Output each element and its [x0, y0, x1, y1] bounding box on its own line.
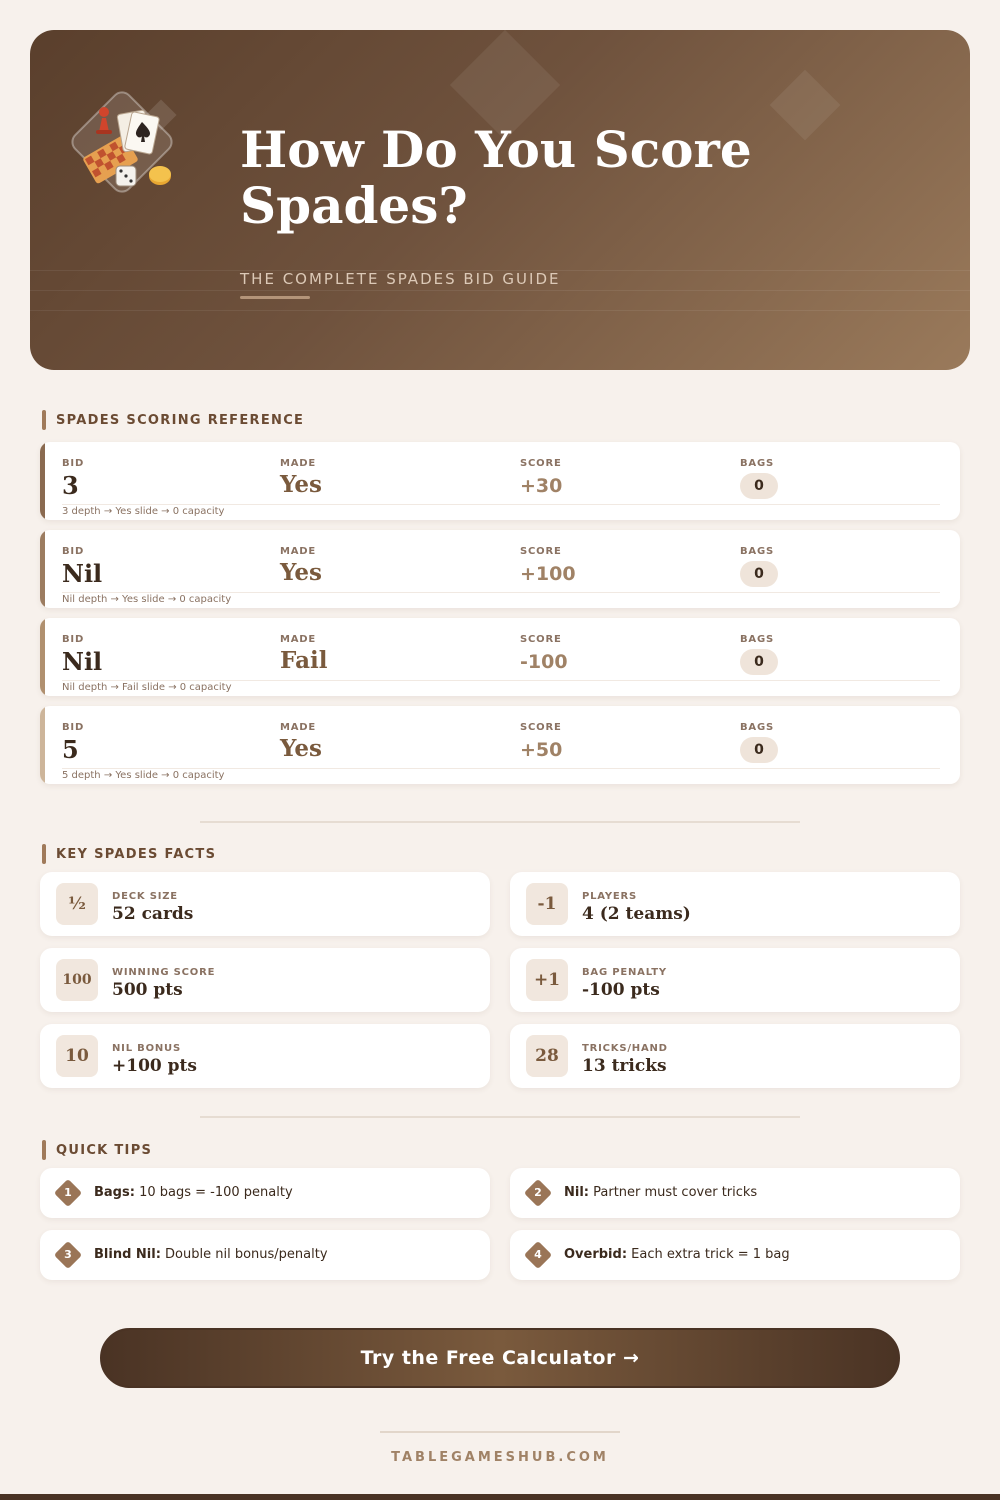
- footer-divider: [380, 1431, 620, 1433]
- bid-cell: [62, 458, 84, 500]
- fact-badge: +1: [526, 959, 568, 1001]
- bid-label: BID: [62, 546, 85, 557]
- score-row: [40, 706, 960, 784]
- tip-card: [510, 1168, 960, 1218]
- page-title: How Do You Score Spades?: [240, 120, 752, 235]
- score-value: +30: [520, 475, 563, 497]
- fact-value: 4 (2 teams): [582, 904, 691, 924]
- score-cell: [520, 458, 562, 497]
- bags-badge: 0: [740, 561, 778, 587]
- made-cell: [280, 458, 322, 498]
- tip-title: Blind Nil:: [94, 1247, 161, 1262]
- bags-cell: [740, 634, 778, 675]
- bid-cell: [62, 634, 102, 676]
- bags-cell: [740, 546, 778, 587]
- row-divider: [62, 592, 940, 593]
- bags-cell: [740, 458, 778, 499]
- made-value: Yes: [280, 559, 323, 586]
- bid-value: 3: [62, 471, 79, 500]
- tip-body: Partner must cover tricks: [593, 1185, 758, 1200]
- fact-value: 52 cards: [112, 904, 194, 924]
- bid-value: Nil: [62, 647, 103, 676]
- fact-card: [510, 948, 960, 1012]
- tip-number-diamond: [524, 1241, 552, 1269]
- made-value: Yes: [280, 735, 323, 762]
- tip-card: [510, 1230, 960, 1280]
- bottom-bar: [0, 1494, 1000, 1500]
- board-games-icon: [62, 82, 182, 202]
- tip-text: [94, 1185, 293, 1200]
- heading-accent-bar: [42, 1140, 46, 1160]
- fact-badge: 10: [56, 1035, 98, 1077]
- page-subtitle: THE COMPLETE SPADES BID GUIDE: [240, 270, 561, 288]
- made-cell: [280, 634, 327, 674]
- fact-label: BAG PENALTY: [582, 967, 667, 978]
- tips-section-heading: [42, 1140, 152, 1160]
- section-divider: [200, 1116, 800, 1118]
- free-calculator-button[interactable]: Try the Free Calculator →: [100, 1328, 900, 1388]
- made-value: Fail: [280, 647, 328, 674]
- tip-card: [40, 1168, 490, 1218]
- tip-number: 4: [534, 1248, 542, 1261]
- tip-title: Nil:: [564, 1185, 589, 1200]
- tip-card: [40, 1230, 490, 1280]
- bags-label: BAGS: [740, 634, 774, 645]
- bags-badge: 0: [740, 737, 778, 763]
- fact-value: 13 tricks: [582, 1056, 667, 1076]
- fact-label: WINNING SCORE: [112, 967, 216, 978]
- fact-card: [510, 1024, 960, 1088]
- heading-accent-bar: [42, 410, 46, 430]
- score-value: +50: [520, 739, 563, 761]
- row-divider: [62, 504, 940, 505]
- fact-badge: ½: [56, 883, 98, 925]
- score-cell: [520, 546, 576, 585]
- score-row: [40, 442, 960, 520]
- score-cell: [520, 722, 562, 761]
- tip-number: 3: [64, 1248, 72, 1261]
- bid-value: 5: [62, 735, 79, 764]
- fact-card: [40, 1024, 490, 1088]
- score-value: -100: [520, 651, 568, 673]
- score-label: SCORE: [520, 722, 562, 733]
- tip-text: [94, 1247, 328, 1262]
- section-title: QUICK TIPS: [56, 1142, 153, 1158]
- scoring-section-heading: [42, 410, 304, 430]
- tip-number: 1: [64, 1186, 72, 1199]
- row-note: Nil depth → Fail slide → 0 capacity: [62, 682, 232, 693]
- tip-title: Bags:: [94, 1185, 135, 1200]
- bags-label: BAGS: [740, 458, 774, 469]
- made-cell: [280, 546, 322, 586]
- bags-cell: [740, 722, 778, 763]
- tip-body: 10 bags = -100 penalty: [139, 1185, 293, 1200]
- fact-badge: 28: [526, 1035, 568, 1077]
- footer-site-link[interactable]: TABLEGAMESHUB.COM: [391, 1450, 609, 1465]
- score-label: SCORE: [520, 546, 562, 557]
- fact-label: PLAYERS: [582, 891, 638, 902]
- row-divider: [62, 768, 940, 769]
- bid-label: BID: [62, 634, 85, 645]
- tip-body: Each extra trick = 1 bag: [631, 1247, 790, 1262]
- tip-text: [564, 1185, 757, 1200]
- row-note: Nil depth → Yes slide → 0 capacity: [62, 594, 232, 605]
- fact-card: [510, 872, 960, 936]
- tip-text: [564, 1247, 790, 1262]
- fact-value: -100 pts: [582, 980, 660, 1000]
- made-value: Yes: [280, 471, 323, 498]
- bags-label: BAGS: [740, 722, 774, 733]
- row-accent-bar: [40, 442, 45, 520]
- bags-badge: 0: [740, 473, 778, 499]
- hero-banner: [30, 30, 970, 370]
- bags-label: BAGS: [740, 546, 774, 557]
- bid-label: BID: [62, 722, 85, 733]
- score-label: SCORE: [520, 634, 562, 645]
- tip-number-diamond: [54, 1179, 82, 1207]
- row-accent-bar: [40, 530, 45, 608]
- score-value: +100: [520, 563, 576, 585]
- made-cell: [280, 722, 322, 762]
- tip-number: 2: [534, 1186, 542, 1199]
- score-row: [40, 530, 960, 608]
- hero-decor-line: [30, 290, 970, 291]
- bid-label: BID: [62, 458, 85, 469]
- score-label: SCORE: [520, 458, 562, 469]
- made-label: MADE: [280, 458, 317, 469]
- fact-label: DECK SIZE: [112, 891, 178, 902]
- fact-label: NIL BONUS: [112, 1043, 181, 1054]
- bid-cell: [62, 722, 84, 764]
- tip-number-diamond: [524, 1179, 552, 1207]
- fact-badge: -1: [526, 883, 568, 925]
- section-title: SPADES SCORING REFERENCE: [56, 412, 305, 428]
- section-title: KEY SPADES FACTS: [56, 846, 217, 862]
- bid-value: Nil: [62, 559, 103, 588]
- fact-value: +100 pts: [112, 1056, 197, 1076]
- bags-badge: 0: [740, 649, 778, 675]
- facts-section-heading: [42, 844, 216, 864]
- fact-card: [40, 872, 490, 936]
- row-note: 5 depth → Yes slide → 0 capacity: [62, 770, 225, 781]
- subtitle-underline: [240, 296, 310, 299]
- fact-card: [40, 948, 490, 1012]
- fact-badge: 100: [56, 959, 98, 1001]
- tip-number-diamond: [54, 1241, 82, 1269]
- fact-value: 500 pts: [112, 980, 183, 1000]
- heading-accent-bar: [42, 844, 46, 864]
- section-divider: [200, 821, 800, 823]
- row-accent-bar: [40, 618, 45, 696]
- bid-cell: [62, 546, 102, 588]
- score-cell: [520, 634, 568, 673]
- score-row: [40, 618, 960, 696]
- row-note: 3 depth → Yes slide → 0 capacity: [62, 506, 225, 517]
- row-accent-bar: [40, 706, 45, 784]
- tip-title: Overbid:: [564, 1247, 628, 1262]
- made-label: MADE: [280, 546, 317, 557]
- made-label: MADE: [280, 722, 317, 733]
- made-label: MADE: [280, 634, 317, 645]
- tip-body: Double nil bonus/penalty: [165, 1247, 328, 1262]
- fact-label: TRICKS/HAND: [582, 1043, 668, 1054]
- row-divider: [62, 680, 940, 681]
- hero-decor-line: [30, 310, 970, 311]
